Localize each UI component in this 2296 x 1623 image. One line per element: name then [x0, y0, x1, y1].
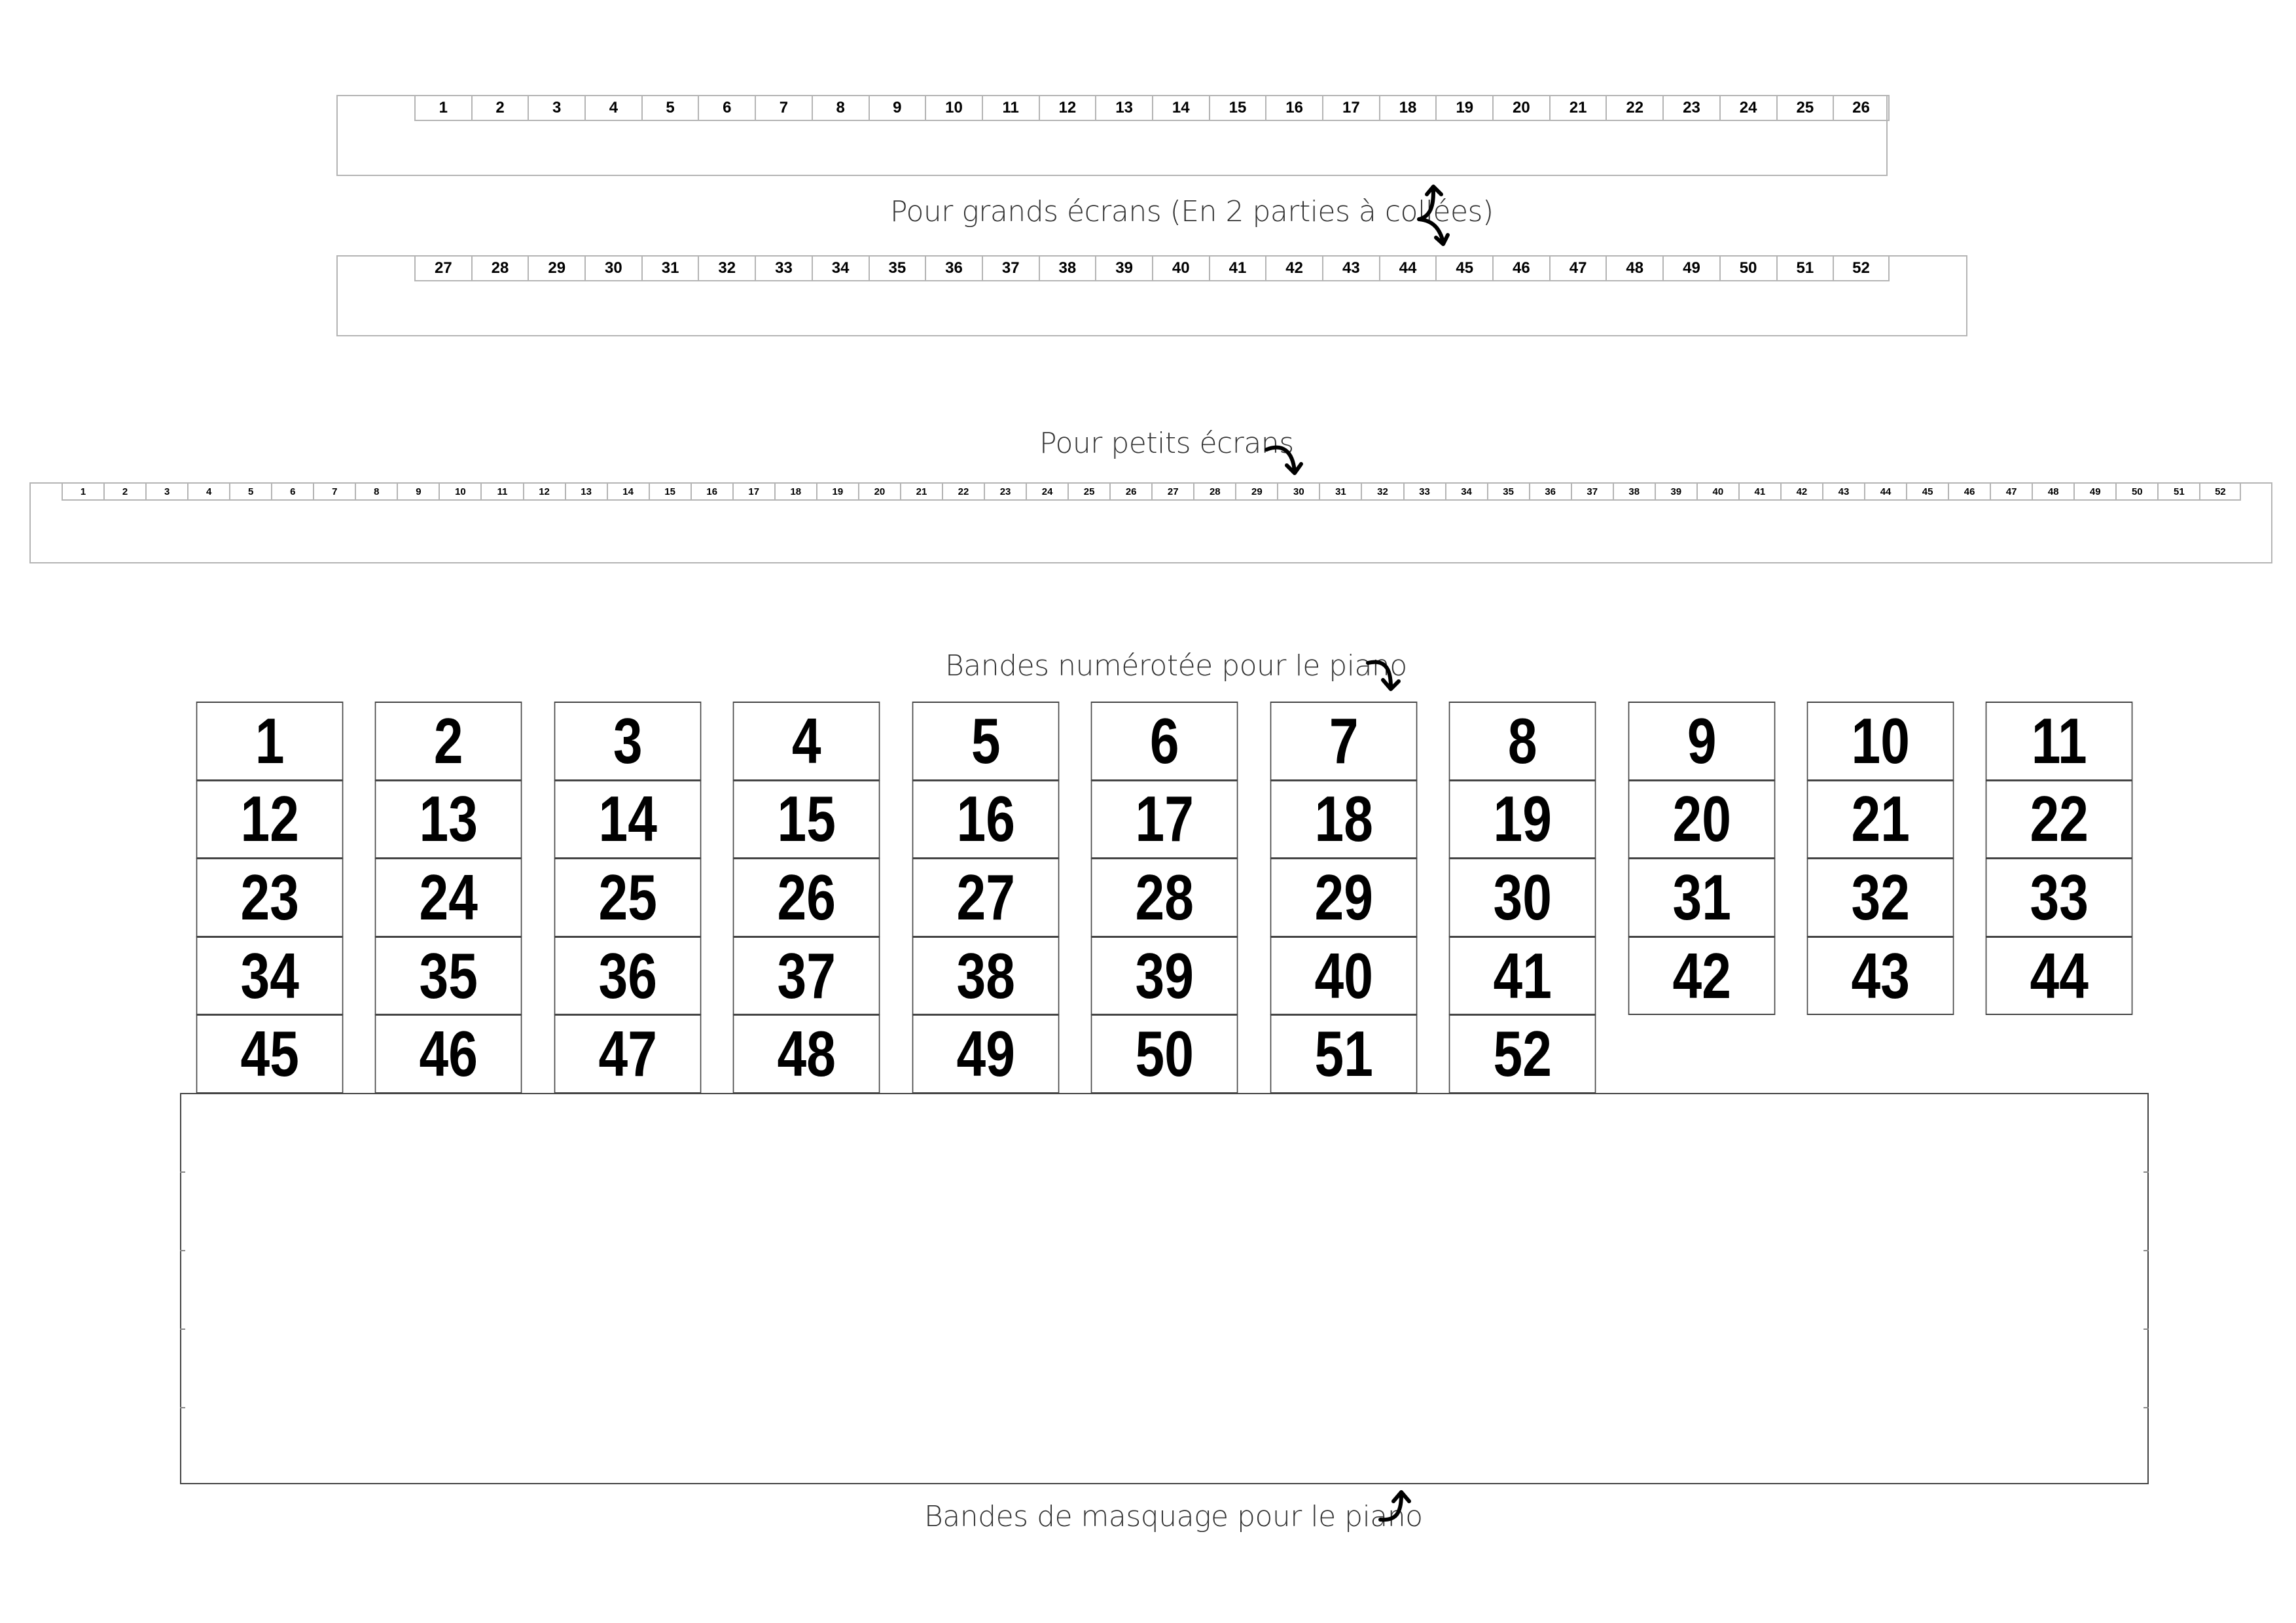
cut-mark	[180, 1250, 185, 1251]
strip-number-cell: 30	[584, 255, 641, 281]
piano-number-cell: 13	[375, 780, 522, 859]
strip-number-cell: 35	[1487, 482, 1529, 501]
piano-number-cell: 3	[554, 702, 702, 781]
piano-number-cell: 2	[375, 702, 522, 781]
piano-number-cell: 15	[733, 780, 880, 859]
strip-number-cell: 3	[145, 482, 187, 501]
strip-number-cell: 6	[698, 95, 755, 121]
piano-number-cell: 23	[196, 858, 344, 937]
curved-arrow-icon	[1365, 658, 1410, 697]
piano-number-cell: 44	[1986, 936, 2133, 1016]
strip-number-cell: 21	[900, 482, 942, 501]
cut-mark	[2144, 1171, 2149, 1173]
piano-number-cell: 41	[1449, 936, 1596, 1016]
curved-arrow-icon	[1414, 180, 1466, 252]
piano-number-cell: 5	[912, 702, 1059, 781]
strip-number-row	[62, 482, 2241, 501]
strip-number-cell: 31	[1319, 482, 1361, 501]
strip-number-cell: 38	[1613, 482, 1655, 501]
strip-number-cell: 51	[1776, 255, 1833, 281]
piano-number-cell: 48	[733, 1014, 880, 1094]
small-screens-caption: Pour petits écrans	[1039, 427, 1294, 460]
strip-number-cell: 47	[1990, 482, 2032, 501]
strip-number-cell: 25	[1776, 95, 1833, 121]
piano-number-cell: 16	[912, 780, 1059, 859]
cut-mark	[180, 1171, 185, 1173]
strip-number-cell: 3	[528, 95, 584, 121]
strip-number-cell: 8	[355, 482, 397, 501]
strip-number-cell: 36	[1529, 482, 1571, 501]
strip-number-cell: 29	[528, 255, 584, 281]
strip-number-cell: 29	[1235, 482, 1277, 501]
strip-number-cell: 26	[1109, 482, 1151, 501]
strip-number-cell: 37	[1571, 482, 1613, 501]
cut-mark	[180, 1329, 185, 1330]
piano-number-cell: 11	[1986, 702, 2133, 781]
strip-number-cell: 27	[414, 255, 471, 281]
piano-number-cell: 35	[375, 936, 522, 1016]
strip-number-cell: 15	[1209, 95, 1266, 121]
strip-number-cell: 42	[1780, 482, 1822, 501]
strip-number-cell: 12	[523, 482, 565, 501]
strip-number-cell: 32	[698, 255, 755, 281]
strip-number-cell: 21	[1549, 95, 1606, 121]
piano-number-cell: 14	[554, 780, 702, 859]
strip-number-cell: 9	[397, 482, 439, 501]
piano-number-cell: 49	[912, 1014, 1059, 1094]
strip-number-cell: 4	[584, 95, 641, 121]
strip-number-cell: 18	[1379, 95, 1436, 121]
piano-number-cell: 20	[1628, 780, 1775, 859]
strip-number-cell: 1	[62, 482, 103, 501]
strip-number-cell: 50	[2115, 482, 2157, 501]
strip-number-cell: 2	[471, 95, 528, 121]
strip-number-cell: 16	[691, 482, 732, 501]
strip-number-row	[414, 255, 1890, 281]
piano-number-cell: 27	[912, 858, 1059, 937]
piano-number-cell: 28	[1091, 858, 1238, 937]
strip-number-cell: 31	[641, 255, 698, 281]
strip-number-cell: 22	[1605, 95, 1662, 121]
piano-number-cell: 51	[1270, 1014, 1417, 1094]
piano-number-cell: 39	[1091, 936, 1238, 1016]
strip-number-cell: 10	[439, 482, 480, 501]
piano-number-cell: 42	[1628, 936, 1775, 1016]
strip-number-cell: 45	[1435, 255, 1492, 281]
piano-number-cell: 52	[1449, 1014, 1596, 1094]
large-screens-caption: Pour grands écrans (En 2 parties à collées)	[890, 195, 1494, 228]
strip-number-cell: 43	[1322, 255, 1379, 281]
strip-number-cell: 40	[1696, 482, 1738, 501]
piano-number-cell: 33	[1986, 858, 2133, 937]
strip-number-cell: 4	[187, 482, 229, 501]
piano-number-grid	[180, 702, 2149, 1093]
piano-number-cell: 32	[1807, 858, 1954, 937]
piano-number-cell: 43	[1807, 936, 1954, 1016]
piano-number-cell: 6	[1091, 702, 1238, 781]
strip-number-cell: 44	[1864, 482, 1906, 501]
piano-number-cell: 34	[196, 936, 344, 1016]
strip-number-cell: 50	[1719, 255, 1776, 281]
cut-mark	[180, 1407, 185, 1408]
cut-mark	[2144, 1407, 2149, 1408]
strip-number-cell: 7	[313, 482, 355, 501]
strip-number-cell: 23	[984, 482, 1026, 501]
piano-number-cell: 17	[1091, 780, 1238, 859]
masking-strips-area	[180, 1093, 2149, 1484]
piano-number-cell: 10	[1807, 702, 1954, 781]
piano-number-cell: 24	[375, 858, 522, 937]
piano-number-cell: 47	[554, 1014, 702, 1094]
strip-number-cell: 40	[1152, 255, 1209, 281]
strip-number-cell: 51	[2157, 482, 2199, 501]
strip-number-cell: 20	[1492, 95, 1549, 121]
strip-number-cell: 13	[1095, 95, 1152, 121]
strip-number-cell: 32	[1361, 482, 1403, 501]
strip-number-cell: 16	[1265, 95, 1322, 121]
strip-number-cell: 15	[649, 482, 691, 501]
strip-number-cell: 46	[1948, 482, 1990, 501]
strip-number-cell: 39	[1655, 482, 1696, 501]
piano-number-cell: 38	[912, 936, 1059, 1016]
strip-number-cell: 42	[1265, 255, 1322, 281]
strip-number-cell: 17	[1322, 95, 1379, 121]
strip-number-cell: 34	[812, 255, 869, 281]
strip-number-cell: 6	[271, 482, 313, 501]
large-screen-strip-part-1	[336, 95, 1888, 176]
piano-number-cell: 21	[1807, 780, 1954, 859]
strip-number-cell: 41	[1738, 482, 1780, 501]
strip-number-cell: 46	[1492, 255, 1549, 281]
strip-number-cell: 48	[2032, 482, 2073, 501]
strip-number-cell: 8	[812, 95, 869, 121]
piano-number-cell: 8	[1449, 702, 1596, 781]
piano-number-cell: 30	[1449, 858, 1596, 937]
piano-number-cell: 26	[733, 858, 880, 937]
strip-number-cell: 14	[607, 482, 649, 501]
strip-number-cell: 41	[1209, 255, 1266, 281]
strip-number-cell: 33	[1403, 482, 1445, 501]
strip-number-cell: 30	[1277, 482, 1319, 501]
strip-number-cell: 44	[1379, 255, 1436, 281]
strip-number-cell: 48	[1605, 255, 1662, 281]
piano-number-cell: 22	[1986, 780, 2133, 859]
strip-number-cell: 43	[1822, 482, 1864, 501]
strip-number-cell: 49	[1662, 255, 1719, 281]
piano-number-cell: 18	[1270, 780, 1417, 859]
strip-number-cell: 36	[925, 255, 982, 281]
strip-number-cell: 13	[565, 482, 607, 501]
curved-arrow-icon	[1378, 1487, 1417, 1526]
strip-number-cell: 11	[982, 95, 1039, 121]
piano-number-cell: 19	[1449, 780, 1596, 859]
strip-number-cell: 52	[1833, 255, 1890, 281]
large-screen-strip-part-2	[336, 255, 1967, 336]
strip-number-cell: 24	[1719, 95, 1776, 121]
strip-number-cell: 52	[2199, 482, 2241, 501]
strip-number-cell: 12	[1039, 95, 1096, 121]
strip-number-cell: 45	[1906, 482, 1948, 501]
strip-number-cell: 35	[869, 255, 925, 281]
piano-number-cell: 37	[733, 936, 880, 1016]
cut-mark	[2144, 1329, 2149, 1330]
strip-number-cell: 18	[774, 482, 816, 501]
strip-number-cell: 25	[1067, 482, 1109, 501]
strip-number-cell: 28	[471, 255, 528, 281]
strip-number-cell: 37	[982, 255, 1039, 281]
strip-number-cell: 14	[1152, 95, 1209, 121]
numbered-strips-caption: Bandes numérotée pour le piano	[945, 649, 1407, 683]
strip-number-row	[414, 95, 1890, 121]
strip-number-cell: 39	[1095, 255, 1152, 281]
piano-number-cell: 36	[554, 936, 702, 1016]
strip-number-cell: 27	[1151, 482, 1193, 501]
small-screen-strip	[29, 482, 2272, 563]
strip-number-cell: 34	[1445, 482, 1487, 501]
strip-number-cell: 17	[732, 482, 774, 501]
strip-number-cell: 7	[755, 95, 812, 121]
strip-number-cell: 9	[869, 95, 925, 121]
strip-number-cell: 5	[641, 95, 698, 121]
strip-number-cell: 22	[942, 482, 984, 501]
piano-number-cell: 9	[1628, 702, 1775, 781]
piano-number-cell: 12	[196, 780, 344, 859]
strip-number-cell: 11	[480, 482, 522, 501]
strip-number-cell: 2	[103, 482, 145, 501]
strip-number-cell: 24	[1026, 482, 1067, 501]
strip-number-cell: 38	[1039, 255, 1096, 281]
strip-number-cell: 23	[1662, 95, 1719, 121]
piano-number-cell: 1	[196, 702, 344, 781]
piano-number-cell: 31	[1628, 858, 1775, 937]
strip-number-cell: 33	[755, 255, 812, 281]
strip-number-cell: 19	[1435, 95, 1492, 121]
piano-number-cell: 7	[1270, 702, 1417, 781]
piano-number-cell: 4	[733, 702, 880, 781]
cut-mark	[2144, 1250, 2149, 1251]
strip-number-cell: 47	[1549, 255, 1606, 281]
piano-number-cell: 45	[196, 1014, 344, 1094]
piano-number-cell: 29	[1270, 858, 1417, 937]
curved-arrow-icon	[1263, 442, 1309, 481]
strip-number-cell: 5	[229, 482, 271, 501]
piano-number-cell: 46	[375, 1014, 522, 1094]
strip-number-cell: 28	[1193, 482, 1235, 501]
strip-number-cell: 1	[414, 95, 471, 121]
strip-number-cell: 19	[816, 482, 858, 501]
strip-number-cell: 26	[1833, 95, 1890, 121]
masking-strips-caption: Bandes de masquage pour le piano	[924, 1500, 1423, 1533]
strip-number-cell: 20	[858, 482, 900, 501]
strip-number-cell: 10	[925, 95, 982, 121]
strip-number-cell: 49	[2073, 482, 2115, 501]
piano-number-cell: 25	[554, 858, 702, 937]
piano-number-cell: 40	[1270, 936, 1417, 1016]
piano-number-cell: 50	[1091, 1014, 1238, 1094]
